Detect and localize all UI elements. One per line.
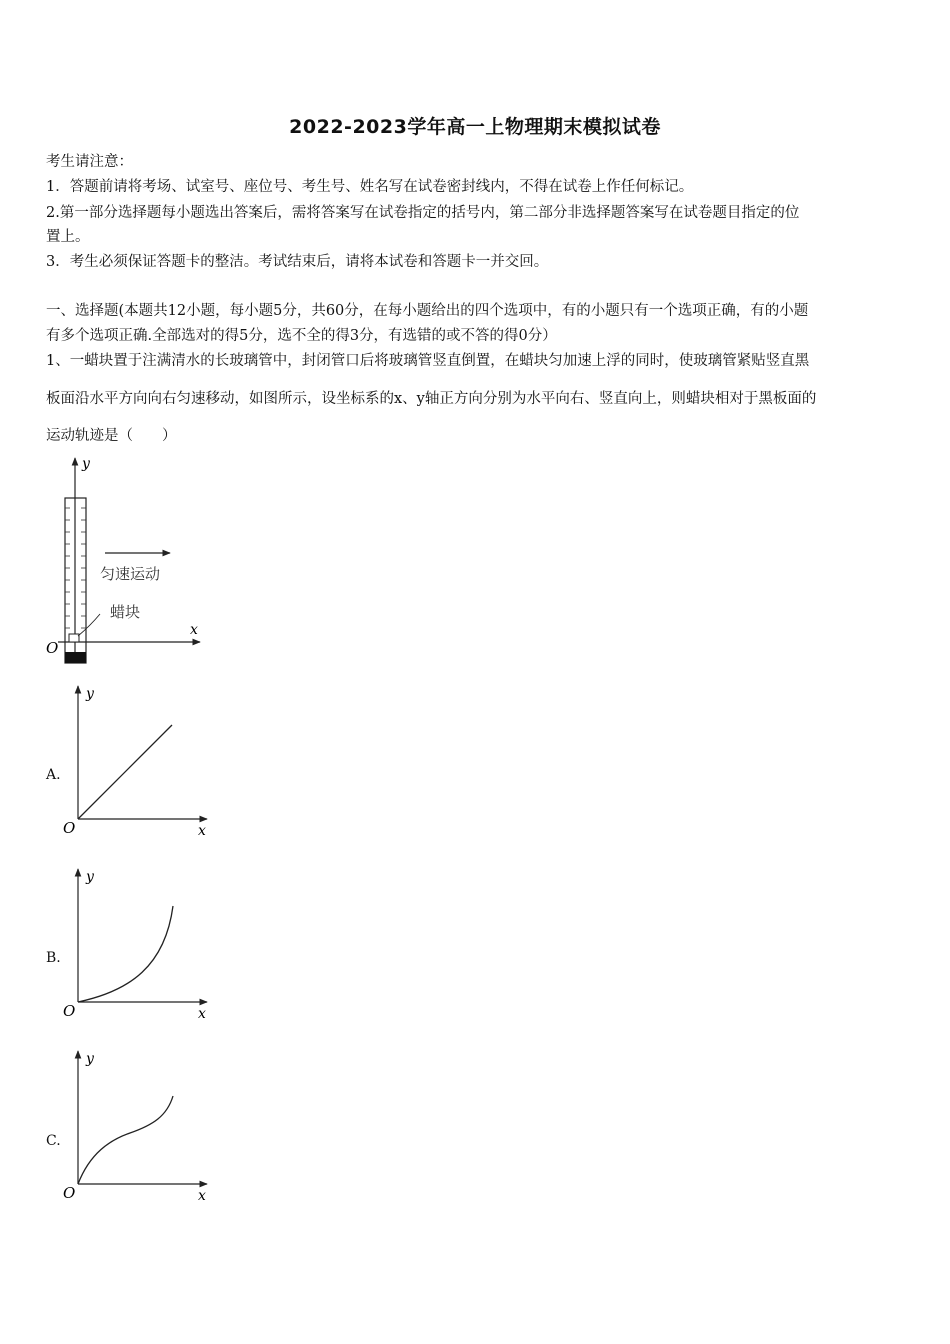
axis-x-label: x: [190, 622, 198, 638]
page-title: 2022-2023学年高一上物理期末模拟试卷: [289, 116, 661, 138]
option-a-graph[interactable]: [55, 683, 215, 843]
notice-item-1: 1．答题前请将考场、试室号、座位号、考生号、姓名写在试卷密封线内，不得在试卷上作任何标记。: [46, 179, 694, 195]
trajectory-line-a: [78, 725, 172, 819]
trajectory-curve-c: [78, 1096, 173, 1184]
axis-x-label: x: [198, 1006, 206, 1022]
axis-y-label: y: [86, 1051, 94, 1067]
notice-heading: 考生请注意：: [46, 154, 133, 170]
axis-y-label: y: [86, 686, 94, 702]
origin-label: O: [63, 1184, 76, 1202]
question-1-text-cont: 板面沿水平方向向右匀速移动，如图所示，设坐标系的x、y轴正方向分别为水平向右、竖直向上，则蜡块相对于黑板面的: [46, 391, 817, 407]
notice-item-3: 3．考生必须保证答题卡的整洁。考试结束后，请将本试卷和答题卡一并交回。: [46, 254, 549, 270]
motion-label: 匀速运动: [100, 565, 161, 583]
axis-y-label: y: [82, 456, 90, 472]
question-1-text: 1、一蜡块置于注满清水的长玻璃管中，封闭管口后将玻璃管竖直倒置，在蜡块匀加速上浮的同时，使玻璃管紧贴竖直黑: [46, 353, 810, 369]
axis-x-label: x: [198, 823, 206, 839]
origin-label: O: [63, 1002, 76, 1020]
origin-label: O: [63, 819, 76, 837]
option-b-label[interactable]: B.: [46, 950, 61, 966]
section-heading: 一、选择题(本题共12小题，每小题5分，共60分，在每小题给出的四个选项中，有的小题只有一个选项正确，有的小题: [46, 303, 809, 319]
axis-x-label: x: [198, 1188, 206, 1204]
origin-label: O: [46, 639, 59, 657]
section-heading-cont: 有多个选项正确.全部选对的得5分，选不全的得3分，有选错的或不答的得0分）: [46, 328, 557, 344]
option-a-label[interactable]: A.: [46, 767, 61, 783]
option-c-label[interactable]: C.: [46, 1133, 61, 1149]
option-c-graph[interactable]: [55, 1048, 215, 1208]
apparatus-figure: [40, 450, 210, 670]
question-1-text-end: 运动轨迹是（ ）: [46, 428, 177, 444]
notice-item-2: 2.第一部分选择题每小题选出答案后，需将答案写在试卷指定的括号内，第二部分非选择题答案写在试卷题目指定的位: [46, 205, 800, 221]
trajectory-curve-b: [78, 906, 173, 1002]
wax-block-label: 蜡块: [110, 603, 141, 621]
axis-y-label: y: [86, 869, 94, 885]
notice-item-2-cont: 置上。: [46, 229, 90, 245]
option-b-graph[interactable]: [55, 866, 215, 1026]
